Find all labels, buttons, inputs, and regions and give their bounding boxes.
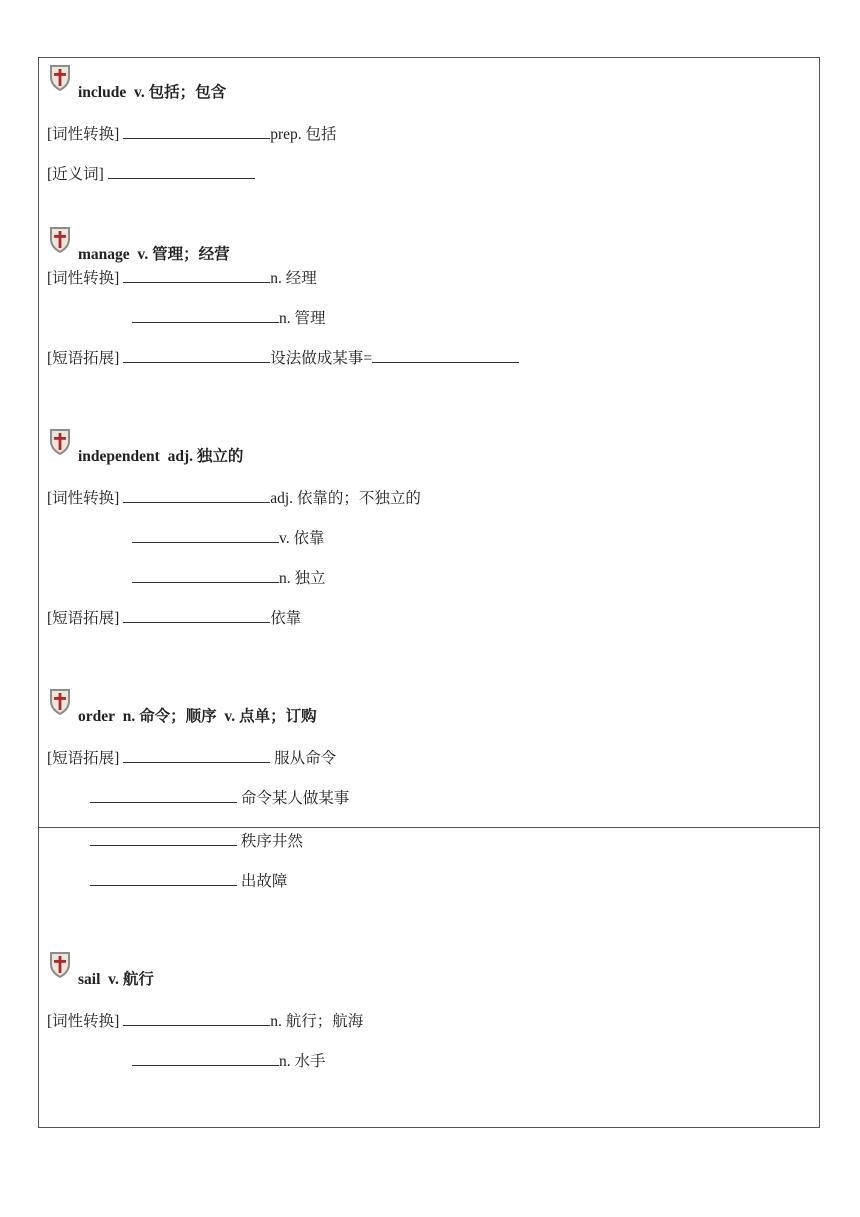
phrase-label: [短语拓展] xyxy=(47,610,120,627)
headword: include xyxy=(78,84,127,101)
entry-heading-sail xyxy=(78,970,154,990)
phrase-line xyxy=(90,830,303,852)
entry-heading-manage xyxy=(78,245,230,265)
answer-blank[interactable] xyxy=(132,1050,279,1066)
phrase-text: 设法做成某事= xyxy=(270,350,372,367)
meaning: 点单；订购 xyxy=(239,708,317,725)
answer-blank[interactable] xyxy=(123,1010,270,1026)
meaning: 命令；顺序 xyxy=(139,708,217,725)
answer-blank[interactable] xyxy=(90,787,237,803)
headword: manage xyxy=(78,246,130,263)
part-of-speech: v. xyxy=(137,246,149,263)
headword: independent xyxy=(78,448,160,465)
phrase-line xyxy=(47,347,519,369)
phrase-text: 依靠 xyxy=(270,610,302,627)
synonym-line xyxy=(47,163,255,185)
conversion-line xyxy=(132,527,325,549)
answer-blank[interactable] xyxy=(123,487,270,503)
answer-blank[interactable] xyxy=(132,567,279,583)
entry-heading-independent xyxy=(78,447,243,467)
shield-cross-icon xyxy=(47,62,73,92)
conversion-text: adj. 依靠的；不独立的 xyxy=(270,490,421,507)
part-of-speech: n. xyxy=(122,708,136,725)
answer-blank[interactable] xyxy=(123,747,270,763)
answer-blank[interactable] xyxy=(132,307,279,323)
answer-blank[interactable] xyxy=(90,870,237,886)
conversion-line xyxy=(132,1050,326,1072)
phrase-text: 服从命令 xyxy=(274,750,337,767)
conversion-line xyxy=(132,307,326,329)
answer-blank[interactable] xyxy=(123,347,270,363)
conversion-label: [词性转换] xyxy=(47,1013,120,1030)
shield-cross-icon xyxy=(47,224,73,254)
conversion-label: [词性转换] xyxy=(47,270,120,287)
conversion-line xyxy=(132,567,326,589)
entry-heading-order xyxy=(78,707,317,727)
answer-blank[interactable] xyxy=(123,123,270,139)
part-of-speech: v. xyxy=(133,84,145,101)
answer-blank[interactable] xyxy=(123,607,270,623)
phrase-line xyxy=(90,787,349,809)
conversion-line xyxy=(47,267,317,289)
part-of-speech: v. xyxy=(108,971,119,988)
meaning: 独立的 xyxy=(196,448,244,465)
answer-blank[interactable] xyxy=(372,347,519,363)
conversion-text: n. 水手 xyxy=(279,1053,326,1070)
phrase-label: [短语拓展] xyxy=(47,350,120,367)
answer-blank[interactable] xyxy=(90,830,237,846)
headword: order xyxy=(78,708,116,725)
phrase-text: 命令某人做某事 xyxy=(240,790,350,807)
phrase-line xyxy=(47,607,301,629)
conversion-text: n. 独立 xyxy=(279,570,326,587)
conversion-line xyxy=(47,1010,363,1032)
phrase-line xyxy=(47,747,336,769)
conversion-label: [词性转换] xyxy=(47,490,120,507)
synonym-label: [近义词] xyxy=(47,166,104,183)
phrase-line xyxy=(90,870,287,892)
conversion-label: [词性转换] xyxy=(47,126,120,143)
shield-cross-icon xyxy=(47,686,73,716)
answer-blank[interactable] xyxy=(108,163,255,179)
conversion-text: n. 航行；航海 xyxy=(270,1013,364,1030)
part-of-speech: adj. xyxy=(167,448,194,465)
conversion-line xyxy=(47,123,337,145)
meaning: 包括；包含 xyxy=(148,84,227,101)
part-of-speech: v. xyxy=(224,708,236,725)
answer-blank[interactable] xyxy=(123,267,270,283)
conversion-text: v. 依靠 xyxy=(279,530,325,547)
shield-cross-icon xyxy=(47,949,73,979)
entry-heading-include xyxy=(78,83,226,103)
phrase-text: 出故障 xyxy=(240,873,288,890)
meaning: 管理；经营 xyxy=(152,246,230,263)
conversion-text: n. 管理 xyxy=(279,310,326,327)
headword: sail xyxy=(78,971,101,988)
conversion-line xyxy=(47,487,421,509)
phrase-label: [短语拓展] xyxy=(47,750,120,767)
phrase-text: 秩序井然 xyxy=(240,833,303,850)
conversion-text: n. 经理 xyxy=(270,270,317,287)
conversion-text: prep. 包括 xyxy=(270,126,337,143)
answer-blank[interactable] xyxy=(132,527,279,543)
shield-cross-icon xyxy=(47,426,73,456)
meaning: 航行 xyxy=(122,971,154,988)
